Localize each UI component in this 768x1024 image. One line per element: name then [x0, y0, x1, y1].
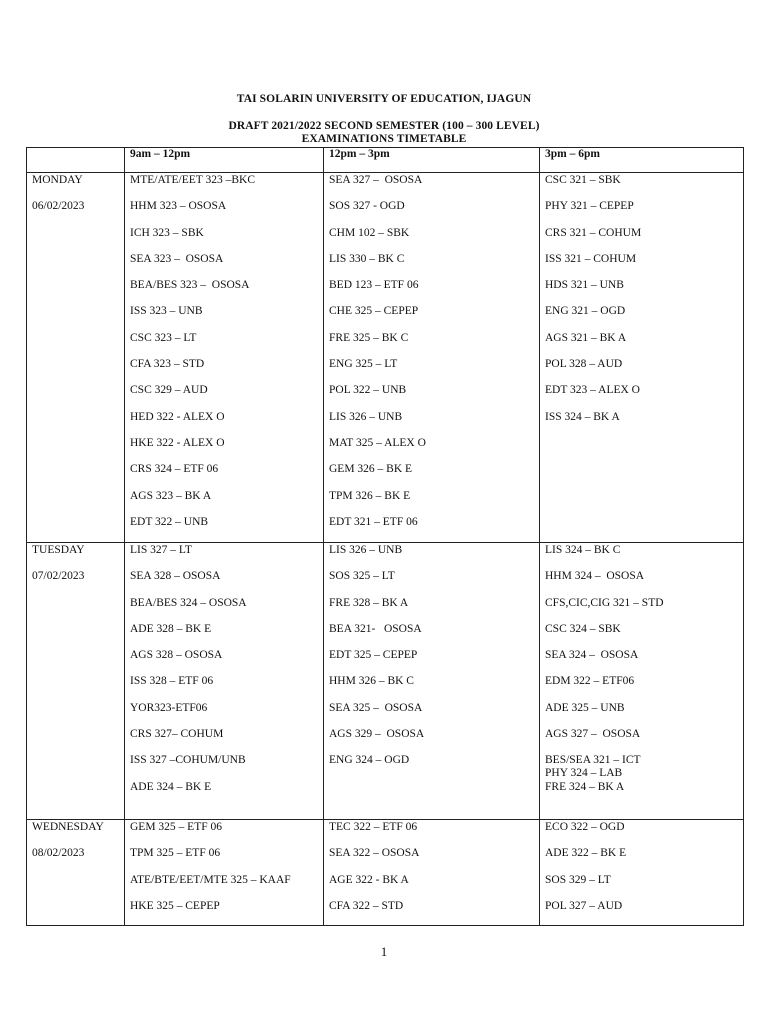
- exam-entry: YOR323-ETF06: [130, 701, 208, 714]
- exam-entry: POL 327 – AUD: [545, 899, 623, 912]
- slot-cell-slot1: [125, 820, 324, 926]
- exam-entry: CHM 102 – SBK: [329, 226, 410, 239]
- slot-cell-slot3: [540, 173, 744, 543]
- exam-entry: HDS 321 – UNB: [545, 279, 624, 292]
- day-date: 06/02/2023: [32, 200, 85, 213]
- slot-cell-slot2: [324, 173, 540, 543]
- day-row-tuesday: [27, 543, 744, 820]
- exam-entry: GEM 326 – BK E: [329, 463, 413, 476]
- exam-entry: PHY 321 – CEPEP: [545, 200, 634, 213]
- exam-entry: FRE 324 – BK A: [545, 780, 625, 793]
- slot-cell-slot3: [540, 543, 744, 820]
- exam-entry: AGS 323 – BK A: [130, 489, 212, 502]
- exam-entry: BEA/BES 323 – OSOSA: [130, 279, 250, 292]
- exam-entry: FRE 328 – BK A: [329, 596, 409, 609]
- day-date: 07/02/2023: [32, 570, 85, 583]
- exam-entry: SEA 328 – OSOSA: [130, 570, 221, 583]
- exam-entry: POL 322 – UNB: [329, 384, 407, 397]
- exam-entry: ECO 322 – OGD: [545, 821, 625, 833]
- exam-entry: MTE/ATE/EET 323 –BKC: [130, 174, 256, 186]
- slot-cell-slot3: [540, 820, 744, 926]
- exam-entry: MAT 325 – ALEX O: [329, 436, 426, 449]
- exam-entry: EDM 322 – ETF06: [545, 675, 635, 688]
- exam-entry: ISS 327 –COHUM/UNB: [130, 754, 246, 767]
- exam-entry: SEA 323 – OSOSA: [130, 252, 224, 265]
- header-cell-3pm-6pm: 3pm – 6pm: [540, 148, 744, 173]
- header-cell-day: [27, 148, 125, 173]
- exam-entry: LIS 324 – BK C: [545, 544, 621, 556]
- exam-entry: EDT 322 – UNB: [130, 515, 209, 528]
- exam-entry: ATE/BTE/EET/MTE 325 – KAAF: [130, 873, 291, 886]
- slot-cell-slot1: [125, 173, 324, 543]
- exam-timetable: [26, 147, 744, 926]
- exam-entry: AGS 327 – OSOSA: [545, 728, 641, 741]
- exam-entry: ICH 323 – SBK: [130, 226, 204, 239]
- exam-entry: ISS 323 – UNB: [130, 305, 203, 318]
- exam-entry: CSC 323 – LT: [130, 331, 197, 344]
- university-name: TAI SOLARIN UNIVERSITY OF EDUCATION, IJAGUN: [236, 93, 532, 105]
- exam-entry: CRS 321 – COHUM: [545, 226, 642, 239]
- exam-entry: ADE 322 – BK E: [545, 847, 627, 860]
- day-cell: [27, 173, 125, 543]
- exam-entry: LIS 326 – UNB: [329, 410, 403, 423]
- slot-cell-slot2: [324, 543, 540, 820]
- exam-entry: EDT 321 – ETF 06: [329, 515, 418, 528]
- exam-entry: BED 123 – ETF 06: [329, 279, 419, 292]
- exam-entry: CSC 321 – SBK: [545, 174, 621, 186]
- day-row-wednesday: [27, 820, 744, 926]
- day-cell: [27, 820, 125, 926]
- exam-entry: CRS 327– COHUM: [130, 728, 224, 741]
- day-name: MONDAY: [32, 174, 83, 186]
- day-cell: [27, 543, 125, 820]
- exam-entry: SOS 327 - OGD: [329, 200, 405, 213]
- exam-entry: ADE 325 – UNB: [545, 701, 625, 714]
- exam-entry: ENG 324 – OGD: [329, 754, 410, 767]
- exam-entry: LIS 327 – LT: [130, 544, 192, 556]
- exam-entry: SOS 325 – LT: [329, 570, 395, 583]
- day-name: WEDNESDAY: [32, 821, 104, 833]
- exam-entry: TPM 325 – ETF 06: [130, 847, 221, 860]
- header-cell-12pm-3pm: 12pm – 3pm: [324, 148, 540, 173]
- exam-entry: SOS 329 – LT: [545, 873, 611, 886]
- document-title: EXAMINATIONS TIMETABLE: [301, 133, 467, 145]
- slot-cell-slot1: [125, 543, 324, 820]
- exam-entry: HKE 325 – CEPEP: [130, 899, 220, 912]
- exam-entry: ISS 324 – BK A: [545, 410, 620, 423]
- exam-entry: HED 322 - ALEX O: [130, 410, 225, 423]
- exam-entry: HHM 324 – OSOSA: [545, 570, 645, 583]
- header-row: [27, 148, 744, 173]
- exam-entry: SEA 324 – OSOSA: [545, 649, 639, 662]
- exam-entry: TEC 322 – ETF 06: [329, 821, 418, 833]
- exam-entry: AGS 328 – OSOSA: [130, 649, 223, 662]
- exam-entry: TPM 326 – BK E: [329, 489, 411, 502]
- exam-entry: CHE 325 – CEPEP: [329, 305, 419, 318]
- exam-entry: ISS 328 – ETF 06: [130, 675, 214, 688]
- exam-entry: HKE 322 - ALEX O: [130, 436, 225, 449]
- exam-entry: ADE 324 – BK E: [130, 780, 212, 793]
- exam-entry: FRE 325 – BK C: [329, 331, 409, 344]
- day-name: TUESDAY: [32, 544, 85, 556]
- exam-entry: BEA 321- OSOSA: [329, 622, 422, 635]
- page-number: 1: [380, 944, 388, 959]
- exam-entry: BES/SEA 321 – ICT PHY 324 – LAB: [545, 754, 641, 780]
- draft-semester-line: DRAFT 2021/2022 SECOND SEMESTER (100 – 300 LEVEL): [228, 120, 540, 132]
- exam-entry: SEA 325 – OSOSA: [329, 701, 423, 714]
- header-cell-9am-12pm: 9am – 12pm: [125, 148, 324, 173]
- exam-entry: SEA 322 – OSOSA: [329, 847, 420, 860]
- exam-entry: CSC 324 – SBK: [545, 622, 621, 635]
- day-date: 08/02/2023: [32, 847, 85, 860]
- exam-entry: AGS 329 – OSOSA: [329, 728, 425, 741]
- exam-entry: ENG 325 – LT: [329, 358, 398, 371]
- exam-entry: CFA 322 – STD: [329, 899, 404, 912]
- exam-entry: POL 328 – AUD: [545, 358, 623, 371]
- exam-entry: CFA 323 – STD: [130, 358, 205, 371]
- exam-entry: ENG 321 – OGD: [545, 305, 626, 318]
- exam-entry: AGE 322 - BK A: [329, 873, 409, 886]
- slot-cell-slot2: [324, 820, 540, 926]
- exam-entry: ADE 328 – BK E: [130, 622, 212, 635]
- day-row-monday: [27, 173, 744, 543]
- exam-entry: LIS 326 – UNB: [329, 544, 403, 556]
- exam-entry: ISS 321 – COHUM: [545, 252, 637, 265]
- exam-entry: HHM 323 – OSOSA: [130, 200, 227, 213]
- exam-entry: HHM 326 – BK C: [329, 675, 414, 688]
- exam-entry: GEM 325 – ETF 06: [130, 821, 222, 833]
- exam-entry: CRS 324 – ETF 06: [130, 463, 219, 476]
- exam-entry: EDT 323 – ALEX O: [545, 384, 640, 397]
- exam-entry: LIS 330 – BK C: [329, 252, 405, 265]
- exam-entry: CFS,CIC,CIG 321 – STD: [545, 596, 664, 609]
- exam-entry: SEA 327 – OSOSA: [329, 174, 423, 186]
- exam-entry: AGS 321 – BK A: [545, 331, 627, 344]
- exam-entry: CSC 329 – AUD: [130, 384, 208, 397]
- exam-entry: BEA/BES 324 – OSOSA: [130, 596, 247, 609]
- exam-entry: EDT 325 – CEPEP: [329, 649, 418, 662]
